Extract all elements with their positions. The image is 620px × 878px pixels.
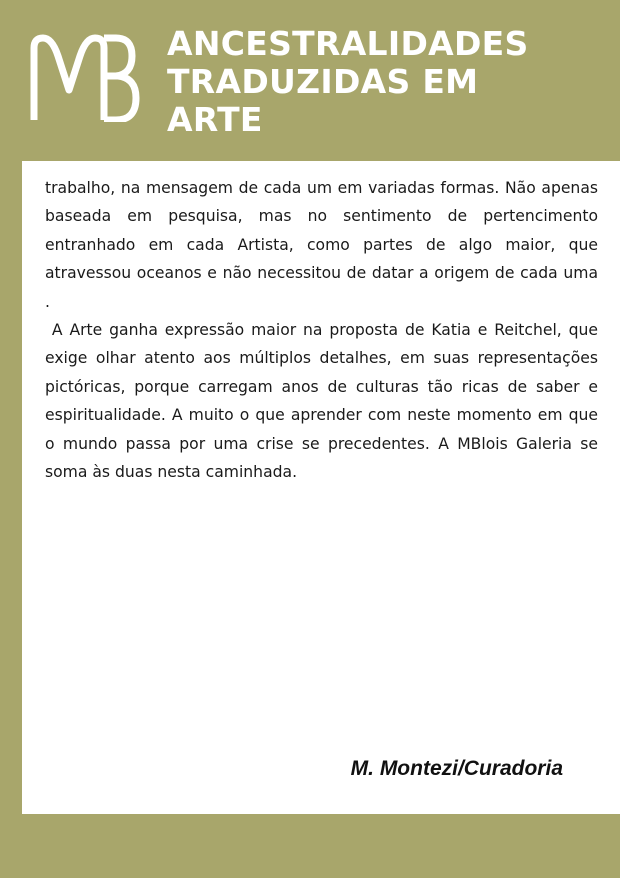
mb-logo — [28, 34, 140, 122]
title-line-3: ARTE — [167, 100, 263, 139]
paragraph-2: A Arte ganha expressão maior na proposta de Katia e Reitchel, que exige olhar atento aos múltiplos detalhes, em suas representações pictóricas, porque carregam anos de culturas tão ricas de saber e espiritualidade. A muito o que aprender com neste momento em que o mundo passa por uma crise se precedentes. A MBlois Galeria se soma às duas nesta caminhada. — [45, 321, 603, 482]
content-panel — [22, 161, 620, 814]
title-line-1: ANCESTRALIDADES — [167, 24, 529, 63]
title-line-2: TRADUZIDAS EM — [167, 62, 479, 101]
paragraph-1: trabalho, na mensagem de cada um em variadas formas. Não apenas baseada em pesquisa, mas no sentimento de pertencimento entranhado em cada Artista, como partes de algo maior, que atravessou oceanos e não necessitou de datar a origem de cada uma . — [45, 179, 598, 311]
page-title — [167, 25, 587, 139]
body-text — [45, 174, 603, 486]
signature: M. Montezi/Curadoria — [350, 757, 563, 780]
